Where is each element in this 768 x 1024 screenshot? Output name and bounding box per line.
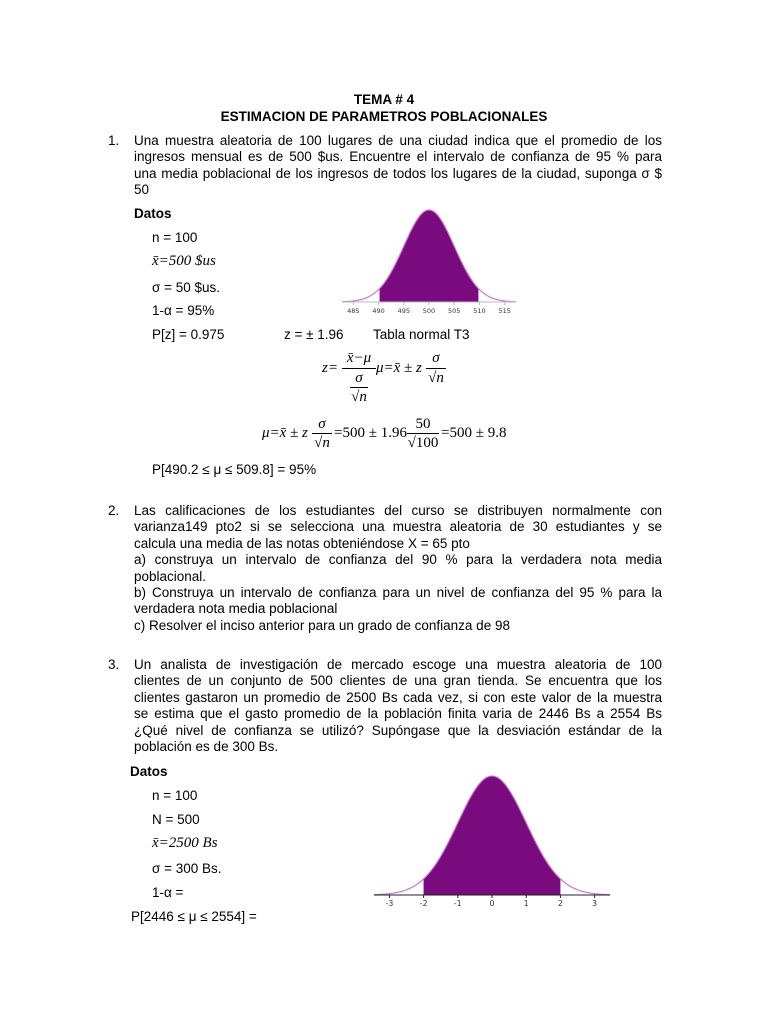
problem-3-text <box>134 657 662 755</box>
problem-2-line: poblacional. <box>134 568 207 584</box>
problem-3-line: Un analista de investigación de mercado escoge una muestra aleatoria de 100 <box>134 657 662 672</box>
x-tick-label: 3 <box>592 899 598 908</box>
x-tick-label: -1 <box>453 899 462 908</box>
p1-xbar <box>152 253 216 270</box>
formula2-lhs: μ=x̄ ± z <box>262 425 308 441</box>
problem-2-line: Las calificaciones de los estudiantes del curso se distribuyen normalmente con <box>134 503 662 518</box>
problem-2-number: 2. <box>108 503 120 518</box>
problem-3-number: 3. <box>108 657 120 672</box>
formula1-rden: √n <box>428 370 444 386</box>
x-tick-label: 1 <box>523 899 529 908</box>
formula2-fnum: σ <box>318 416 326 432</box>
formula2-gbar <box>407 433 439 434</box>
formula1-bar2 <box>350 387 368 388</box>
x-tick-label: 505 <box>448 307 461 315</box>
shaded-area <box>424 776 561 895</box>
datos-label-3: Datos <box>130 764 168 779</box>
problem-2-line: varianza149 pto2 si se selecciona una muestra aleatoria de 30 estudiantes y se <box>134 519 662 535</box>
problem-3-line: población es de 300 Bs. <box>134 739 279 755</box>
datos-label-1: Datos <box>134 206 172 221</box>
p1-result: P[490.2 ≤ μ ≤ 509.8] = 95% <box>152 462 317 477</box>
problem-1-line: Una muestra aleatoria de 100 lugares de una ciudad indica que el promedio de los <box>134 133 662 148</box>
p1-z: z = ± 1.96 <box>284 327 344 342</box>
formula2-eq1: =500 ± 1.96 <box>334 425 407 441</box>
p3-sigma: σ = 300 Bs. <box>152 861 222 876</box>
x-tick-label: 515 <box>498 307 511 315</box>
problem-1-line: 50 <box>134 182 150 198</box>
problem-2-line: b) Construya un intervalo de confianza para un nivel de confianza del 95 % para la <box>134 585 662 601</box>
problem-2-line: a) construya un intervalo de confianza del 90 % para la verdadera nota media <box>134 552 662 568</box>
p3-prob: P[2446 ≤ μ ≤ 2554] = <box>131 909 257 924</box>
x-tick-label: -2 <box>419 899 428 908</box>
problem-3-line: clientes de un conjunto de 500 clientes de una gran tienda. Se encuentra que los <box>134 673 662 689</box>
problem-1-line: ingresos mensual es de 500 $us. Encuentre el intervalo de confianza de 95 % para <box>134 149 662 165</box>
p1-xbar-value: =500 $us <box>158 253 216 269</box>
formula2-gden: √100 <box>407 435 439 451</box>
shaded-area <box>380 210 479 302</box>
p3-xbar-symbol: x̄ <box>152 835 159 851</box>
x-tick-label: 0 <box>489 899 495 908</box>
problem-2-line: calcula una media de las notas obteniéndose X = 65 pto <box>134 535 470 551</box>
p3-xbar-value: =2500 Bs <box>158 835 218 851</box>
formula1-rhs: μ=x̄ ± z <box>376 360 422 376</box>
problem-2-line: c) Resolver el inciso anterior para un grado de confianza de 98 <box>134 617 510 633</box>
formula2-eq2: =500 ± 9.8 <box>441 425 507 441</box>
x-tick-label: 2 <box>557 899 563 908</box>
p1-xbar-symbol: x̄ <box>152 253 159 269</box>
formula1-rnum: σ <box>432 350 440 366</box>
formula1-bar <box>342 368 376 369</box>
formula2-fbar <box>312 433 332 434</box>
p1-n: n = 100 <box>152 230 198 245</box>
p1-pz: P[z] = 0.975 <box>152 327 225 342</box>
formula2-gnum: 50 <box>415 416 431 432</box>
problem-3-line: se estima que el gasto promedio de la población finita varia de 2446 Bs a 2554 Bs <box>134 706 662 722</box>
formula1-lhs: z= <box>322 360 338 376</box>
p3-alpha: 1-α = <box>152 885 184 900</box>
formula1-mid-den: √n <box>351 389 367 405</box>
doc-subtitle: ESTIMACION DE PARAMETROS POBLACIONALES <box>220 109 548 124</box>
formula2-fden: √n <box>314 435 330 451</box>
problem-1-number: 1. <box>108 133 120 148</box>
x-tick-label: 485 <box>347 307 360 315</box>
problem-1-text <box>134 133 662 199</box>
p1-alpha: 1-α = 95% <box>152 303 215 318</box>
p1-tabla: Tabla normal T3 <box>373 327 470 342</box>
x-tick-label: 495 <box>397 307 410 315</box>
formula1-rbar <box>426 368 446 369</box>
p1-sigma: σ = 50 $us. <box>152 280 221 295</box>
formula1-mid-num: σ <box>355 370 363 386</box>
p3-xbar <box>152 835 218 852</box>
x-tick-label: 500 <box>422 307 436 315</box>
p3-N: N = 500 <box>152 812 200 827</box>
problem-2-line: verdadera nota media poblacional <box>134 601 338 617</box>
x-tick-label: 510 <box>473 307 486 315</box>
x-tick-label: -3 <box>385 899 394 908</box>
problem-1-line: una media poblacional de los ingresos de todos los lugares de la ciudad, suponga σ $ <box>134 165 662 181</box>
normal-curve-chart-2 <box>370 770 614 910</box>
formula1-num: x̄−μ <box>346 350 372 366</box>
x-tick-label: 490 <box>372 307 385 315</box>
normal-curve-chart-1 <box>338 204 520 316</box>
problem-3-line: ¿Qué nivel de confianza se utilizó? Supóngase que la desviación estándar de la <box>134 722 662 738</box>
problem-2-text <box>134 503 662 634</box>
doc-title: TEMA # 4 <box>353 92 415 107</box>
p3-n: n = 100 <box>152 788 198 803</box>
problem-3-line: clientes gastaron un promedio de 2500 Bs cada vez, si con este valor de la muestra <box>134 689 662 705</box>
